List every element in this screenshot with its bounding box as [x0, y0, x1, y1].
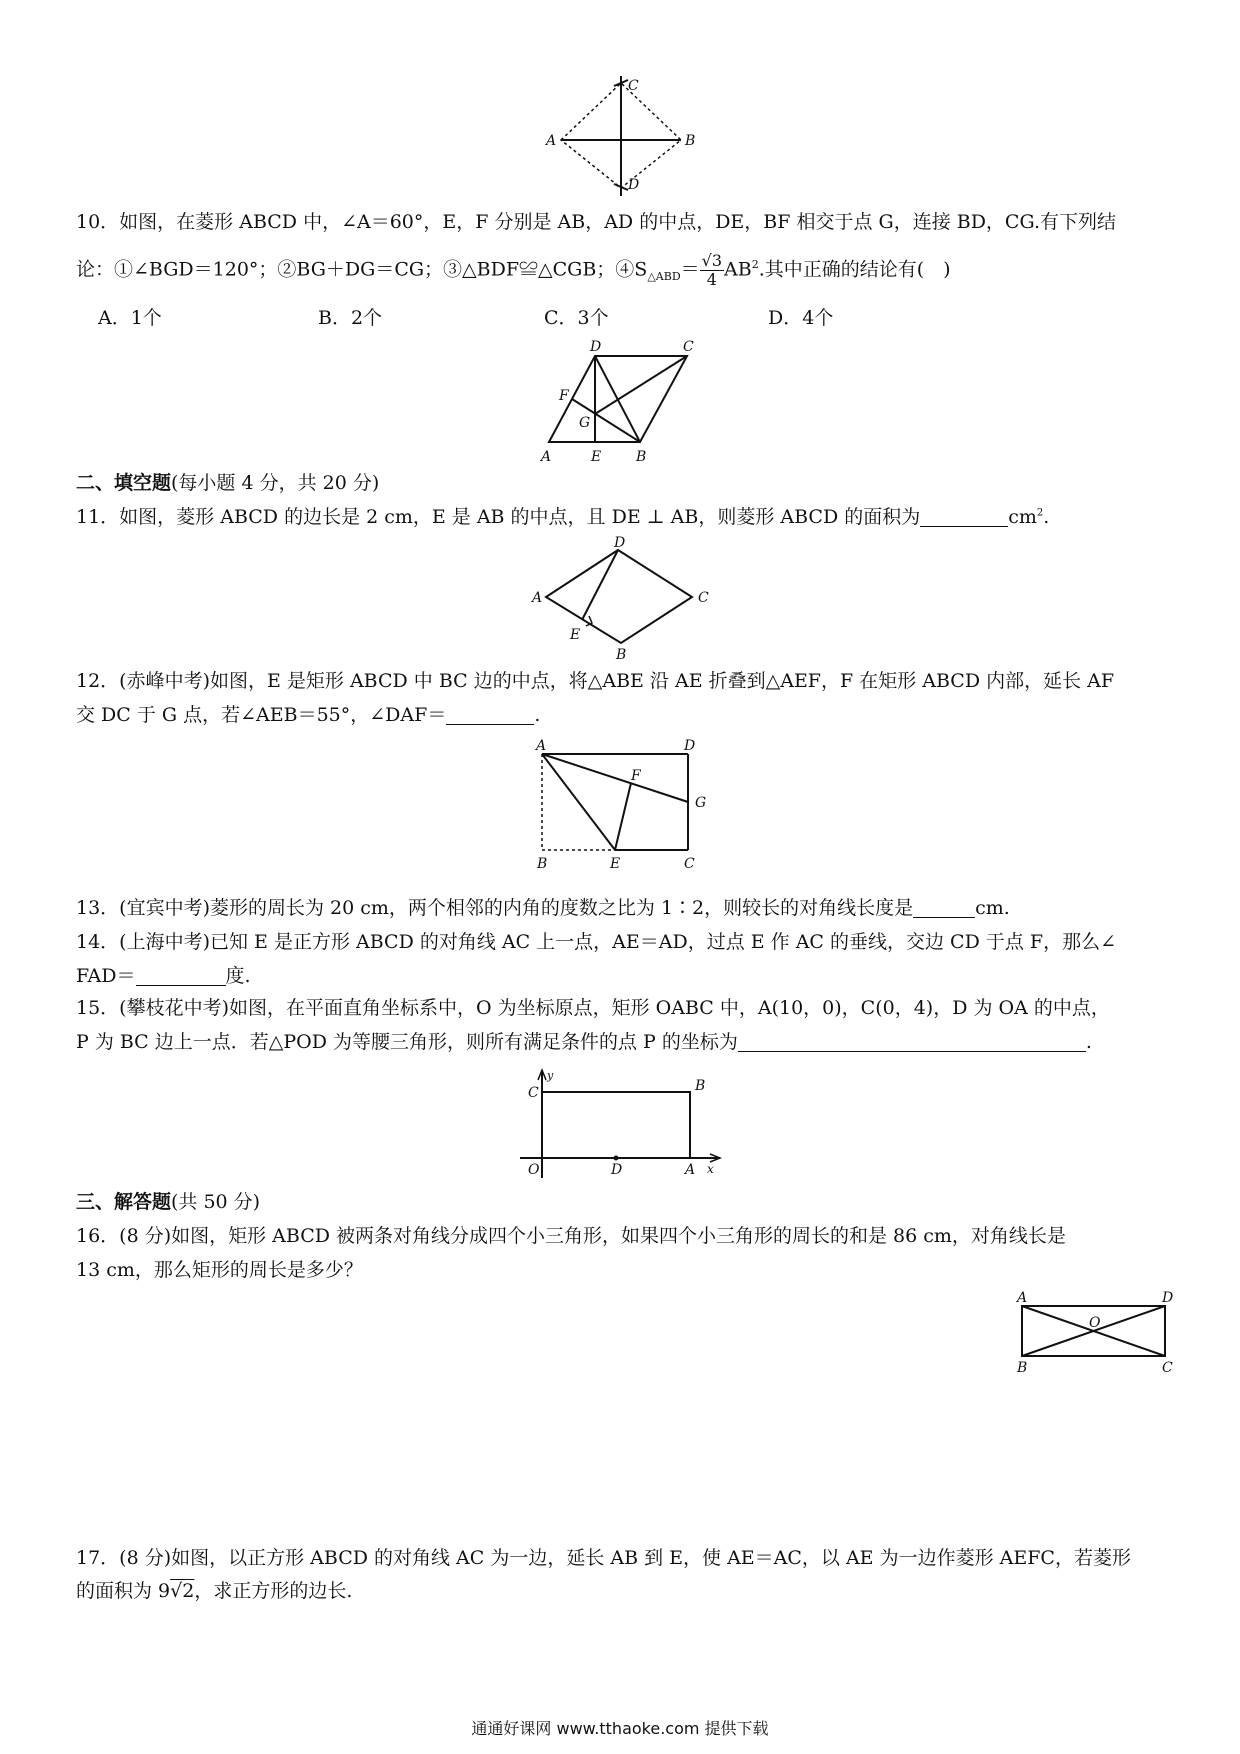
label-c: C	[628, 78, 639, 94]
label-c: C	[1162, 1360, 1173, 1376]
q13-text: 13．(宜宾中考)菱形的周长为 20 cm，两个相邻的内角的度数之比为 1∶2，则较长的对角线长度是 cm.	[76, 897, 1010, 919]
label-d: D	[1162, 1290, 1174, 1306]
label-d: D	[628, 177, 640, 193]
q12-line2: 交 DC 于 G 点，若∠AEB＝55°，∠DAF＝ .	[76, 704, 541, 726]
q15-line1: 15．(攀枝花中考)如图，在平面直角坐标系中，O 为坐标原点，矩形 OABC 中，A(10，0)，C(0，4)，D 为 OA 的中点，	[76, 997, 1110, 1019]
q12-line1: 12．(赤峰中考)如图，E 是矩形 ABCD 中 BC 边的中点，将△ABE 沿 AE 折叠到△AEF，F 在矩形 ABCD 内部，延长 AF	[76, 670, 1115, 692]
label-d: D	[590, 339, 602, 355]
page-footer: 通通好课网 www.tthaoke.com 提供下载	[471, 1719, 769, 1738]
q10-option-a: A．1个	[98, 307, 162, 329]
label-o: O	[528, 1162, 540, 1178]
figure-q10	[535, 338, 705, 463]
label-c: C	[684, 856, 695, 872]
figure-q11	[530, 535, 720, 663]
label-e: E	[610, 856, 621, 872]
rhombus-abcd	[546, 550, 692, 643]
figure-q16	[1012, 1290, 1182, 1375]
label-a: A	[536, 738, 547, 754]
q13-answer-blank[interactable]	[913, 899, 975, 918]
label-d: D	[614, 535, 626, 551]
label-a: A	[532, 590, 543, 606]
sqrt3-over-4: $\frac{√3}{4}$	[701, 251, 723, 289]
label-b: B	[537, 856, 548, 872]
q15-line2: P 为 BC 边上一点．若△POD 为等腰三角形，则所有满足条件的点 P 的坐标为 .	[76, 1031, 1092, 1053]
q11-text: 11．如图，菱形 ABCD 的边长是 2 cm，E 是 AB 的中点，且 DE ⊥ AB，则菱形 ABCD 的面积为 $cm^2$.	[76, 506, 1050, 528]
label-c: C	[698, 590, 709, 606]
q12-answer-blank[interactable]	[446, 706, 534, 725]
q11-answer-blank[interactable]	[920, 508, 1008, 527]
label-d: D	[611, 1162, 623, 1178]
section2-heading: 二、填空题(每小题 4 分，共 20 分)	[76, 472, 380, 494]
q14-line1: 14．(上海中考)已知 E 是正方形 ABCD 的对角线 AC 上一点，AE＝AD，过点 E 作 AC 的垂线，交边 CD 于点 F，那么∠	[76, 931, 1117, 953]
q15-answer-blank[interactable]	[738, 1033, 1086, 1052]
label-e: E	[570, 627, 581, 643]
segment-ag	[542, 754, 688, 802]
label-x: x	[707, 1162, 714, 1176]
label-f: F	[559, 388, 569, 404]
q17-line2: 的面积为 9√2，求正方形的边长.	[76, 1580, 353, 1602]
q14-answer-blank[interactable]	[136, 967, 226, 986]
label-f: F	[631, 768, 641, 784]
label-o: O	[1089, 1315, 1101, 1331]
label-a: A	[541, 449, 552, 465]
label-g: G	[695, 795, 707, 811]
figure-top-rhombus	[540, 76, 696, 196]
q10-option-c: C．3个	[544, 307, 609, 329]
point-d	[614, 1156, 619, 1161]
q10-line1: 10．如图，在菱形 ABCD 中，∠A＝60°，E，F 分别是 AB，AD 的中点，DE，BF 相交于点 G，连接 BD，CG.有下列结	[76, 211, 1117, 233]
q14-line2: FAD＝ 度.	[76, 965, 251, 987]
label-b: B	[1017, 1360, 1028, 1376]
label-b: B	[685, 133, 696, 149]
label-d: D	[684, 738, 696, 754]
segment-ae	[542, 754, 615, 850]
label-a: A	[685, 1162, 696, 1178]
label-c: C	[683, 339, 694, 355]
label-g: G	[579, 415, 591, 431]
section3-heading: 三、解答题(共 50 分)	[76, 1191, 261, 1213]
segment-gc	[595, 356, 687, 414]
segment-de	[582, 550, 618, 620]
label-a: A	[1017, 1290, 1028, 1306]
label-c: C	[528, 1085, 539, 1101]
q10-option-b: B．2个	[318, 307, 383, 329]
q10-line2: 论：①∠BGD＝120°；②BG＋DG＝CG；③△BDF≌△CGB；$④S_{\triangle ABD}=$ $\frac{√3}{4}$ $AB^2$.其中正确的结论有( )	[76, 251, 951, 289]
q17-line1: 17．(8 分)如图，以正方形 ABCD 的对角线 AC 为一边，延长 AB 到 E，使 AE＝AC，以 AE 为一边作菱形 AEFC，若菱形	[76, 1547, 1131, 1569]
segment-ef	[615, 783, 631, 850]
label-y: y	[547, 1069, 554, 1082]
q16-line2: 13 cm，那么矩形的周长是多少？	[76, 1259, 363, 1281]
figure-q15	[515, 1066, 730, 1181]
label-b: B	[695, 1078, 706, 1094]
label-e: E	[591, 449, 602, 465]
label-b: B	[636, 449, 647, 465]
rectangle-oabc	[542, 1092, 690, 1158]
label-b: B	[616, 647, 627, 663]
q10-option-d: D．4个	[768, 307, 834, 329]
q16-line1: 16．(8 分)如图，矩形 ABCD 被两条对角线分成四个小三角形，如果四个小三角形的周长的和是 86 cm，对角线长是	[76, 1225, 1066, 1247]
figure-q12	[530, 740, 720, 875]
label-a: A	[546, 133, 557, 149]
